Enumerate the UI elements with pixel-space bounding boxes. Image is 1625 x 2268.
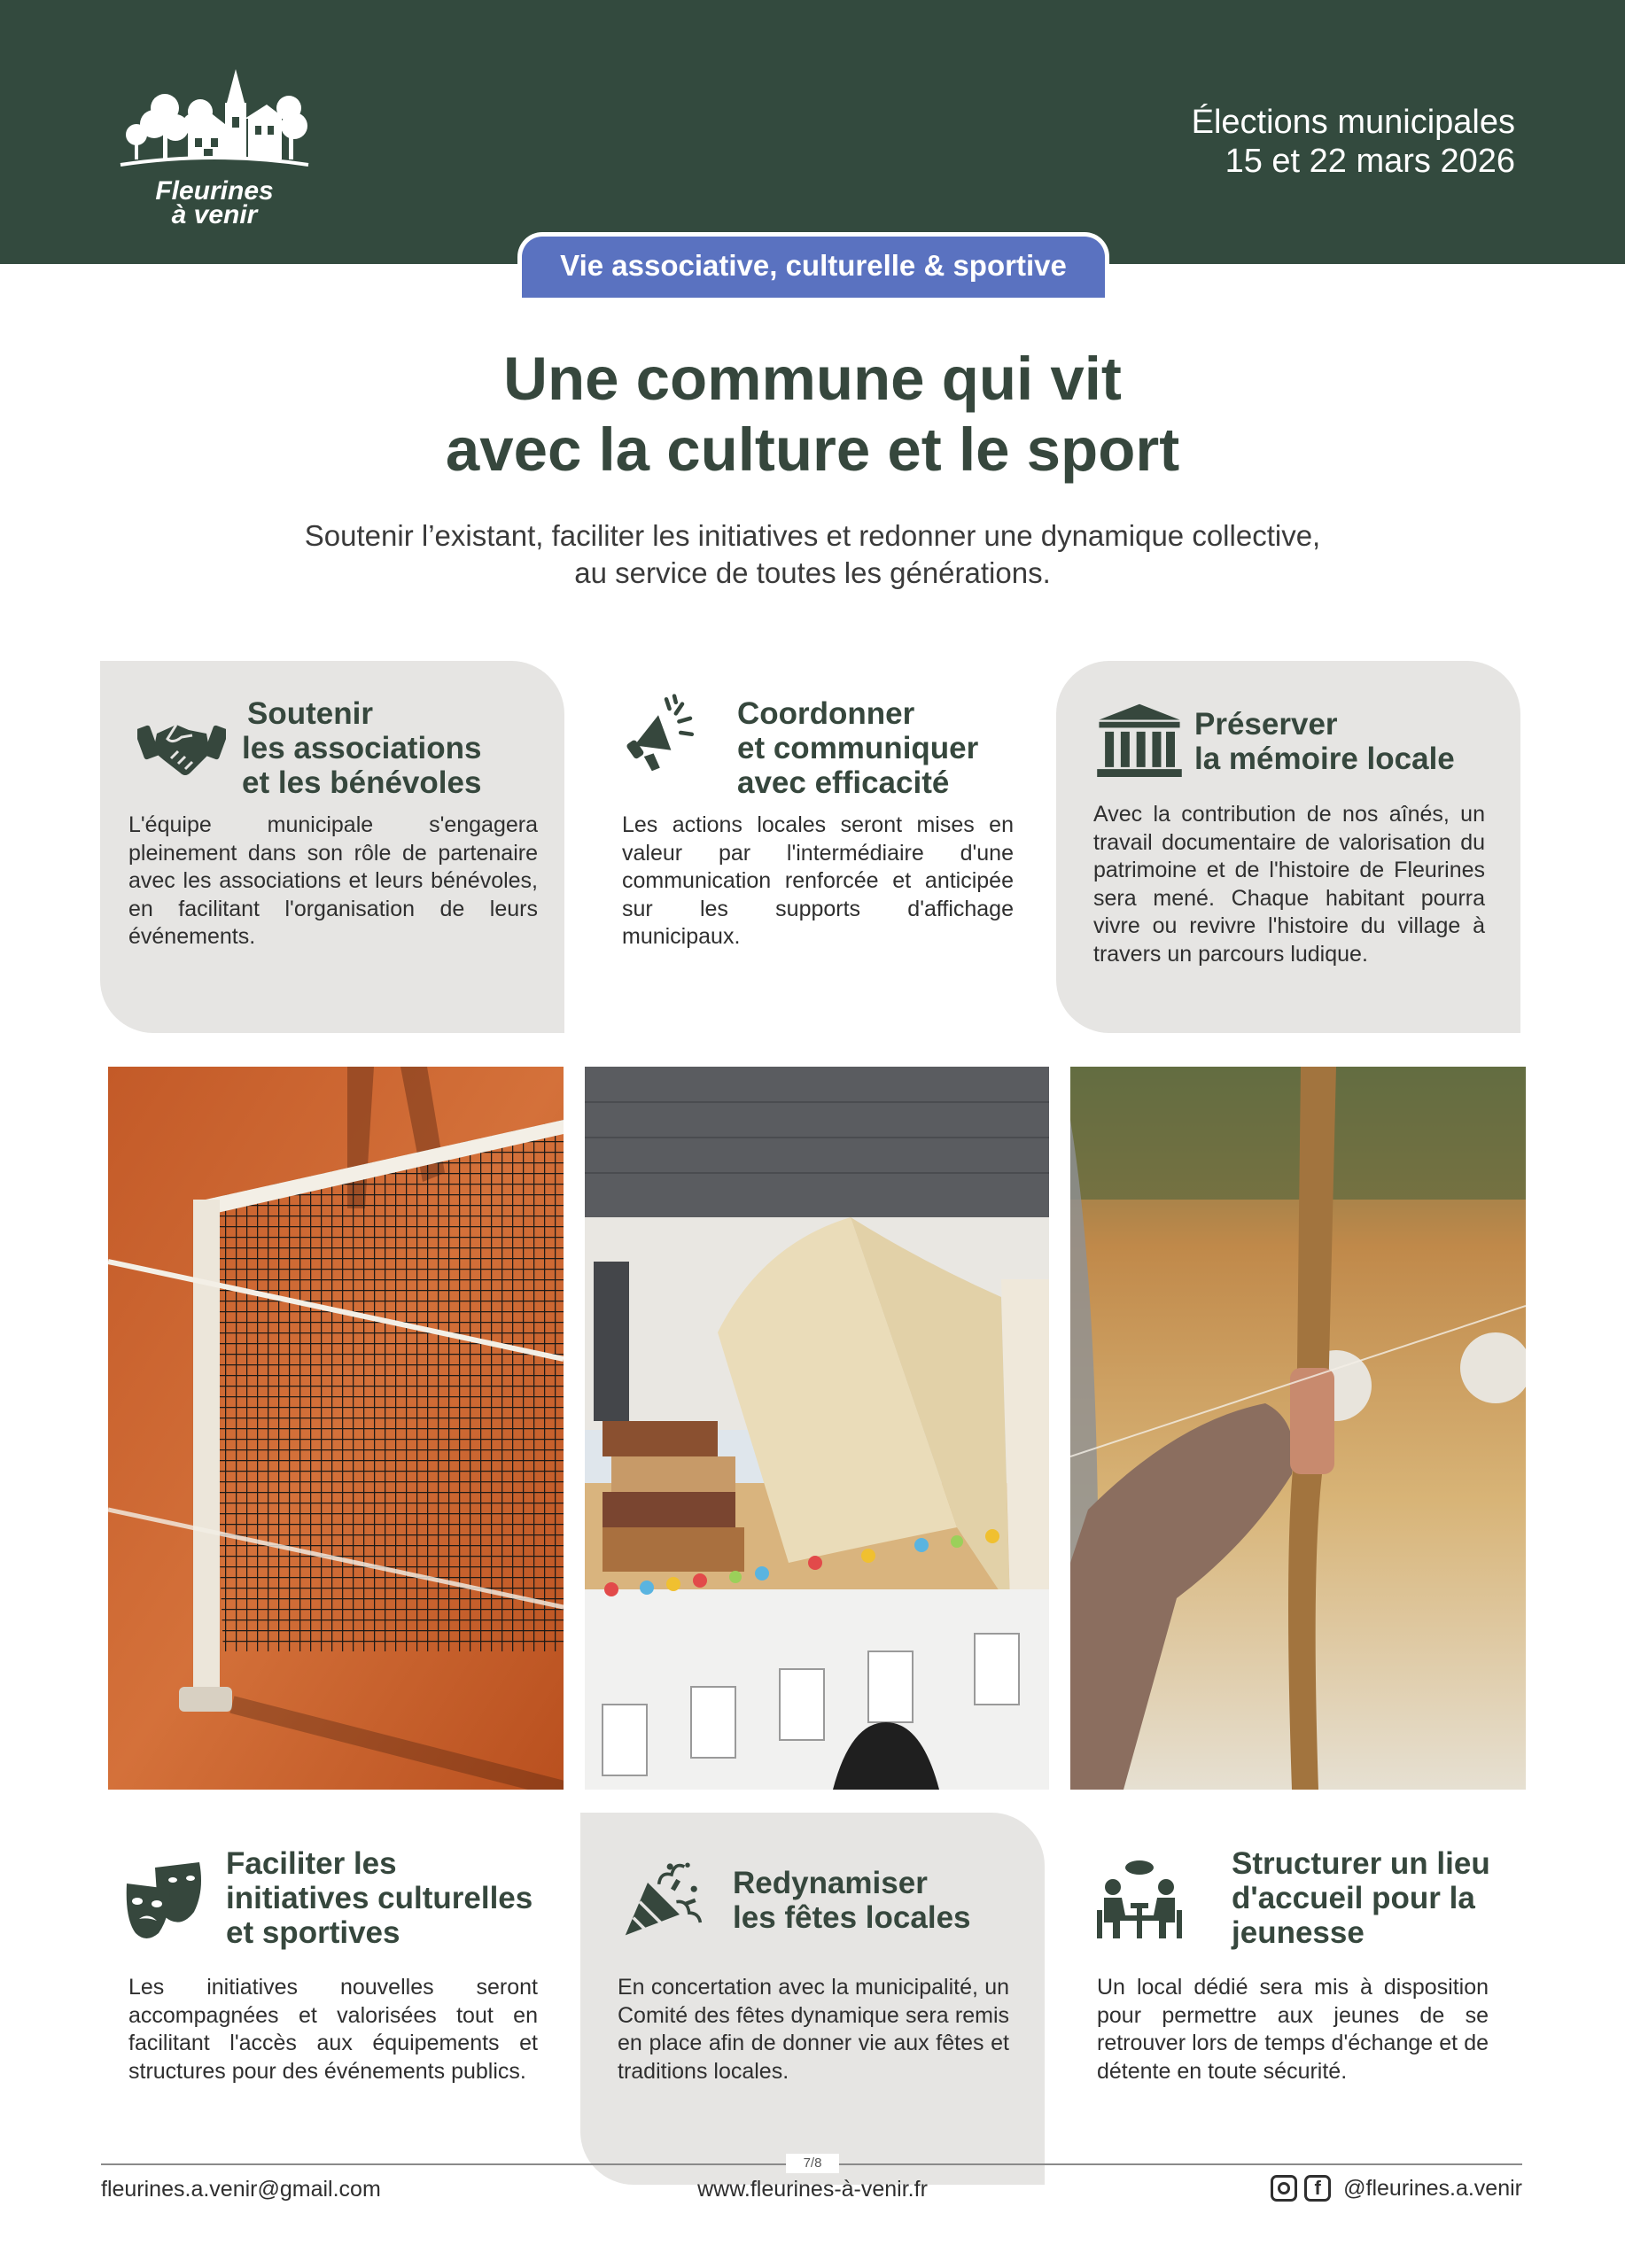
social-handle[interactable]: @fleurines.a.venir [1343,2175,1522,2201]
header-band [0,0,1625,264]
facebook-icon[interactable]: f [1304,2175,1331,2202]
card-text: Les initiatives nouvelles seront accompagnées et valorisées tout en facilitant l'accès aux équipements et structures pour des événements publics. [128,1975,538,2084]
card-text: En concertation avec la municipalité, un Comité des fêtes dynamique sera remis en place afin de donner vie aux fêtes et traditions locales. [618,1975,1009,2084]
card-text: Avec la contribution de nos aînés, un travail documentaire de valorisation du patrimoine et de l'histoire de Fleurines sera mené. Chaque habitant pourra vivre ou revivre l'histoire du village à travers un parcours ludique. [1093,802,1485,967]
theater-masks-icon [123,1862,212,1942]
card-title: Faciliter les initiatives culturelles et sportives [226,1846,533,1950]
card-title: Coordonner et communiquer avec efficacité [737,696,979,800]
book-parade-float-photo [585,1067,1049,1790]
card-memory [1056,661,1520,1033]
museum-icon [1095,702,1184,781]
logo-wordmark: Fleurines à venir [155,176,274,229]
card-associations [100,661,564,1033]
youth-meeting-icon [1095,1860,1184,1940]
page-title: Une commune qui vit avec la culture et le sport [445,345,1180,484]
card-text: Les actions locales seront mises en valeur par l'intermédiaire d'une communication renforcée et anticipée sur les supports d'affichage municipaux. [622,812,1014,949]
card-communication [590,661,1054,1033]
card-title: Redynamiser les fêtes locales [733,1866,971,1935]
page-subtitle: Soutenir l’existant, faciliter les initiatives et redonner une dynamique collective, au service de toutes les générations. [304,519,1321,589]
card-initiatives [100,1813,564,2185]
election-date: 15 et 22 mars 2026 [1225,143,1515,180]
card-title: Préserver la mémoire locale [1194,707,1455,776]
card-youth [1056,1813,1520,2185]
logo [112,66,317,234]
election-title: Élections municipales [1191,104,1515,141]
instagram-icon[interactable] [1271,2175,1297,2202]
card-title: Structurer un lieu d'accueil pour la jeunesse [1232,1846,1490,1950]
card-title: Soutenir les associations et les bénévoles [242,696,482,800]
page-number: 7/8 [786,2154,839,2173]
party-popper-icon [619,1859,708,1938]
archery-bow-photo [1070,1067,1526,1790]
footer-email[interactable]: fleurines.a.venir@gmail.com [101,2177,381,2202]
card-festivities [580,1813,1045,2185]
tennis-net-photo [108,1067,564,1790]
card-text: L'équipe municipale s'engagera pleinement dans son rôle de partenaire avec les associations et leurs bénévoles, en facilitant l'organisation de leurs événements. [128,812,538,949]
village-logo-icon [112,66,317,181]
section-tab: Vie associative, culturelle & sportive [517,232,1109,298]
handshake-icon [137,707,226,787]
website-link[interactable]: www.fleurines-à-venir.fr [697,2177,928,2202]
card-text: Un local dédié sera mis à disposition pour permettre aux jeunes de se retrouver lors de temps d'échange et de détente en toute sécurité. [1097,1975,1489,2084]
footer-social [1271,2175,1522,2202]
election-dates [1192,103,1515,181]
megaphone-icon [622,693,711,773]
